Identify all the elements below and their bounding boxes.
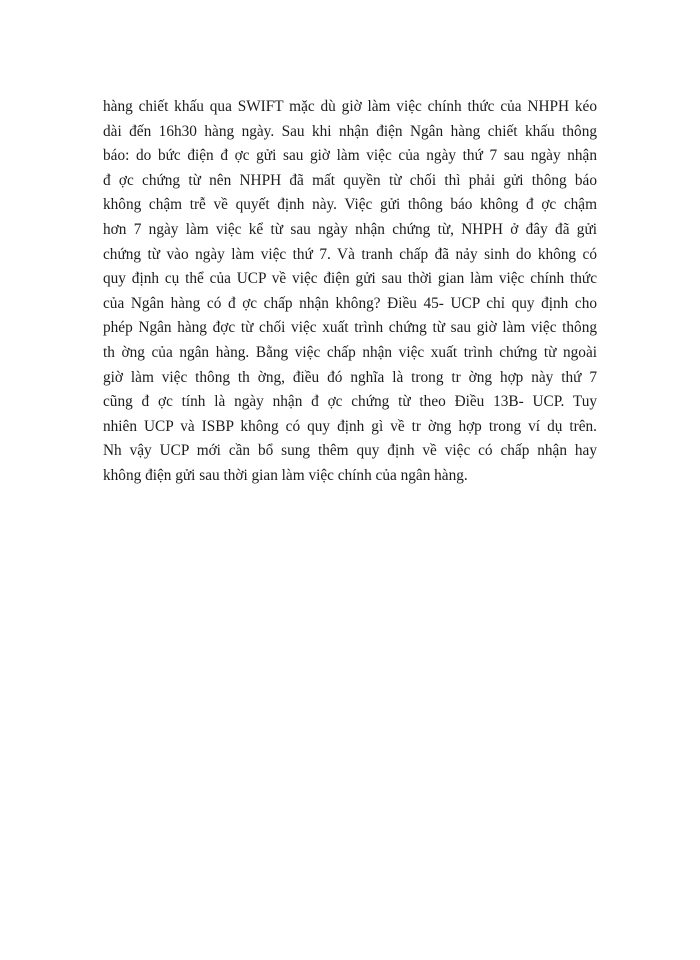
- paragraph-line: của Ngân hàng có đ ợc chấp nhận không? Điều 45- UCP chỉ quy định cho: [103, 294, 597, 312]
- paragraph-line: dài đến 16h30 hàng ngày. Sau khi nhận điện Ngân hàng chiết khấu thông: [103, 122, 597, 140]
- paragraph-line: không điện gửi sau thời gian làm việc chính của ngân hàng.: [103, 466, 468, 484]
- body-paragraph: [103, 95, 597, 489]
- paragraph-line: chứng từ vào ngày làm việc thứ 7. Và tranh chấp đã nảy sinh do không có: [103, 245, 597, 263]
- paragraph-line: cũng đ ợc tính là ngày nhận đ ợc chứng từ theo Điều 13B- UCP. Tuy: [103, 393, 597, 411]
- paragraph-line: th ờng của ngân hàng. Bằng việc chấp nhận việc xuất trình chứng từ ngoài: [103, 343, 597, 361]
- paragraph-line: đ ợc chứng từ nên NHPH đã mất quyền từ chối thì phải gửi thông báo: [103, 171, 597, 189]
- paragraph-line: hơn 7 ngày làm việc kể từ sau ngày nhận chứng từ, NHPH ở đây đã gửi: [103, 220, 597, 238]
- paragraph-line: quy định cụ thể của UCP về việc điện gửi sau thời gian làm việc chính thức: [103, 270, 597, 288]
- paragraph-line: Nh vậy UCP mới cần bổ sung thêm quy định về việc có chấp nhận hay: [103, 442, 597, 460]
- paragraph-line: không chậm trễ về quyết định này. Việc gửi thông báo không đ ợc chậm: [103, 196, 597, 214]
- paragraph-line: nhiên UCP và ISBP không có quy định gì về tr ờng hợp trong ví dụ trên.: [103, 417, 597, 435]
- paragraph-line: phép Ngân hàng đợc từ chối việc xuất trình chứng từ sau giờ làm việc thông: [103, 319, 597, 337]
- paragraph-line: báo: do bức điện đ ợc gửi sau giờ làm việc của ngày thứ 7 sau ngày nhận: [103, 147, 597, 165]
- paragraph-line: hàng chiết khấu qua SWIFT mặc dù giờ làm việc chính thức của NHPH kéo: [103, 98, 597, 115]
- paragraph-line: giờ làm việc thông th ờng, điều đó nghĩa là trong tr ờng hợp này thứ 7: [103, 368, 597, 386]
